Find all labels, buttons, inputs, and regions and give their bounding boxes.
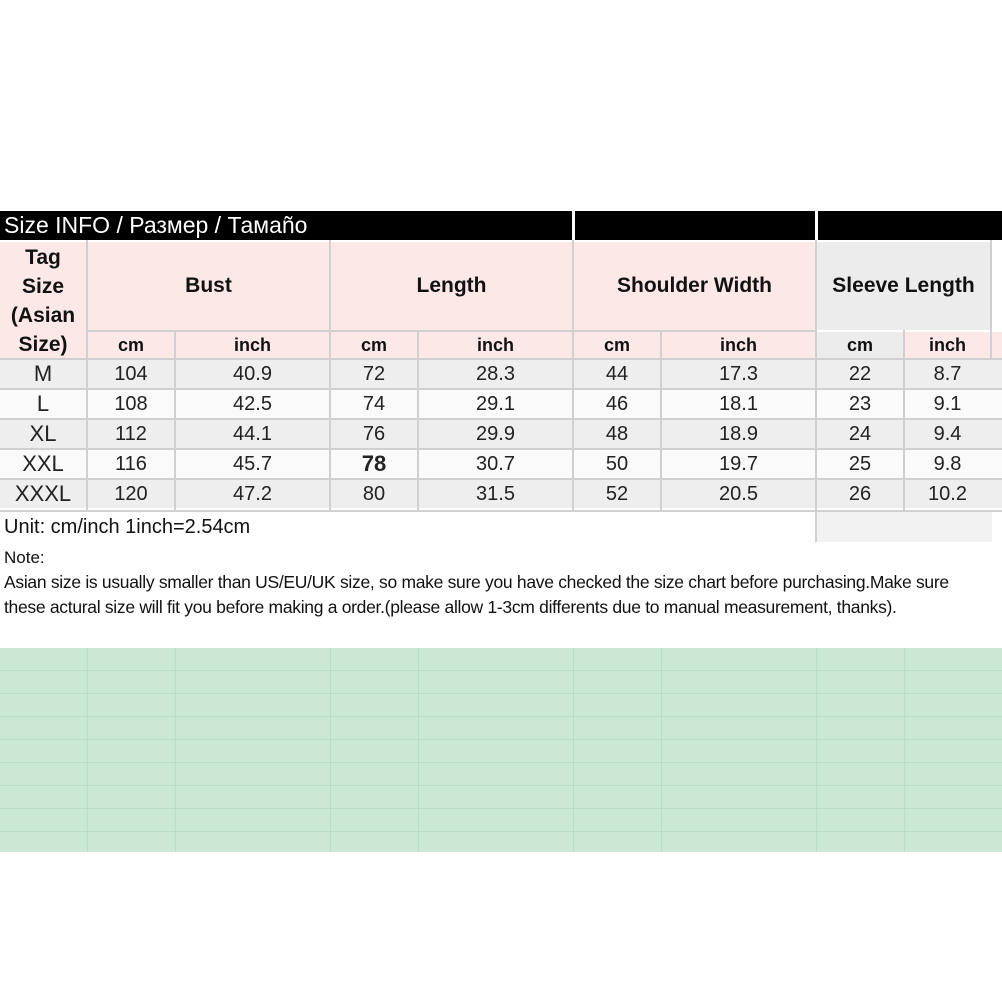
measurement-cell: 52 [605, 482, 629, 505]
measurement-cell: 50 [605, 452, 629, 475]
measurement-cell: 9.8 [933, 452, 962, 475]
measurement-cell: 23 [848, 392, 872, 415]
measurement-cell: 26 [848, 482, 872, 505]
spreadsheet-column-line [418, 648, 419, 852]
measurement-cell: 22 [848, 362, 872, 385]
grid-line [174, 330, 176, 510]
grid-line [417, 330, 419, 510]
spreadsheet-row-line [0, 739, 1002, 740]
measurement-cell: 46 [605, 392, 629, 415]
grid-line [0, 358, 1002, 360]
header-shoulder-width: Shoulder Width [574, 242, 815, 330]
measurement-cell: 76 [362, 422, 386, 445]
spreadsheet-row-line [0, 693, 1002, 694]
unit-cm-sleeve: cm [817, 332, 903, 358]
measurement-cell: 78 [361, 451, 387, 476]
unit-cm-bust: cm [88, 332, 174, 358]
measurement-cell: 9.4 [933, 422, 962, 445]
measurement-cell: 108 [114, 392, 148, 415]
title-separator [572, 211, 575, 240]
size-label: XXXL [14, 481, 72, 506]
spreadsheet-column-line [904, 648, 905, 852]
spreadsheet-row-line [0, 670, 1002, 671]
unit-cm-length: cm [331, 332, 417, 358]
measurement-cell: 9.1 [933, 392, 962, 415]
header-bust: Bust [88, 242, 329, 330]
unit-inch-length: inch [419, 332, 572, 358]
measurement-cell: 120 [114, 482, 148, 505]
header-edge [992, 332, 1002, 358]
measurement-cell: 104 [114, 362, 148, 385]
measurement-cell: 25 [848, 452, 872, 475]
measurement-cell: 28.3 [476, 362, 515, 385]
measurement-cell: 112 [115, 422, 147, 445]
spreadsheet-row-line [0, 785, 1002, 786]
measurement-cell: 10.2 [928, 482, 967, 505]
spreadsheet-row-line [0, 808, 1002, 809]
measurement-cell: 42.5 [233, 392, 272, 415]
measurement-cell: 19.7 [719, 452, 758, 475]
measurement-cell: 74 [362, 392, 386, 415]
spreadsheet-column-line [573, 648, 574, 852]
title-separator [815, 211, 818, 240]
grid-line [990, 240, 992, 360]
spreadsheet-row-line [0, 762, 1002, 763]
spreadsheet-column-line [661, 648, 662, 852]
unit-inch-shoulder: inch [662, 332, 815, 358]
measurement-cell: 29.1 [476, 392, 515, 415]
spreadsheet-row-line [0, 831, 1002, 832]
measurement-cell: 17.3 [719, 362, 758, 385]
measurement-cell: 40.9 [233, 362, 272, 385]
spreadsheet-column-line [87, 648, 88, 852]
measurement-cell: 29.9 [476, 422, 515, 445]
grid-line [815, 240, 817, 542]
size-label: XXL [22, 451, 64, 476]
header-sleeve-length: Sleeve Length [817, 242, 990, 330]
unit-inch-bust: inch [176, 332, 329, 358]
spreadsheet-row-line [0, 716, 1002, 717]
note-text: Asian size is usually smaller than US/EU/UK size, so make sure you have checked the size chart before purchasing.Make sure these actural size will fit you before making a order.(please allow 1-3cm differents due to manual measurement, thanks). [4, 572, 949, 617]
measurement-cell: 44.1 [233, 422, 272, 445]
size-label: M [33, 361, 53, 386]
measurement-cell: 45.7 [233, 452, 272, 475]
measurement-cell: 116 [115, 452, 147, 475]
grid-line [86, 330, 817, 332]
table-title: Size INFO / Размер / Тамaño [4, 212, 308, 238]
measurement-cell: 20.5 [719, 482, 758, 505]
measurement-cell: 24 [848, 422, 872, 445]
unit-inch-sleeve: inch [905, 332, 990, 358]
measurement-cell: 44 [605, 362, 629, 385]
grid-line [660, 330, 662, 510]
empty-cell [817, 512, 992, 542]
spreadsheet-column-line [175, 648, 176, 852]
size-label: L [36, 391, 50, 416]
grid-line [572, 240, 574, 510]
measurement-cell: 8.7 [933, 362, 962, 385]
spreadsheet-column-line [816, 648, 817, 852]
grid-line [86, 240, 88, 510]
unit-note: Unit: cm/inch 1inch=2.54cm [4, 516, 251, 538]
measurement-cell: 80 [362, 482, 386, 505]
empty-spreadsheet-area [0, 648, 1002, 852]
size-label: XL [29, 421, 57, 446]
measurement-cell: 72 [362, 362, 386, 385]
measurement-cell: 48 [605, 422, 629, 445]
header-length: Length [331, 242, 572, 330]
measurement-cell: 47.2 [233, 482, 272, 505]
measurement-cell: 18.9 [719, 422, 758, 445]
note-label: Note: [4, 548, 45, 567]
spreadsheet-column-line [330, 648, 331, 852]
header-tag-size: Tag Size (Asian Size) [0, 242, 86, 360]
unit-cm-shoulder: cm [574, 332, 660, 358]
measurement-cell: 31.5 [476, 482, 515, 505]
grid-line [329, 240, 331, 510]
measurement-cell: 30.7 [476, 452, 515, 475]
measurement-cell: 18.1 [719, 392, 758, 415]
